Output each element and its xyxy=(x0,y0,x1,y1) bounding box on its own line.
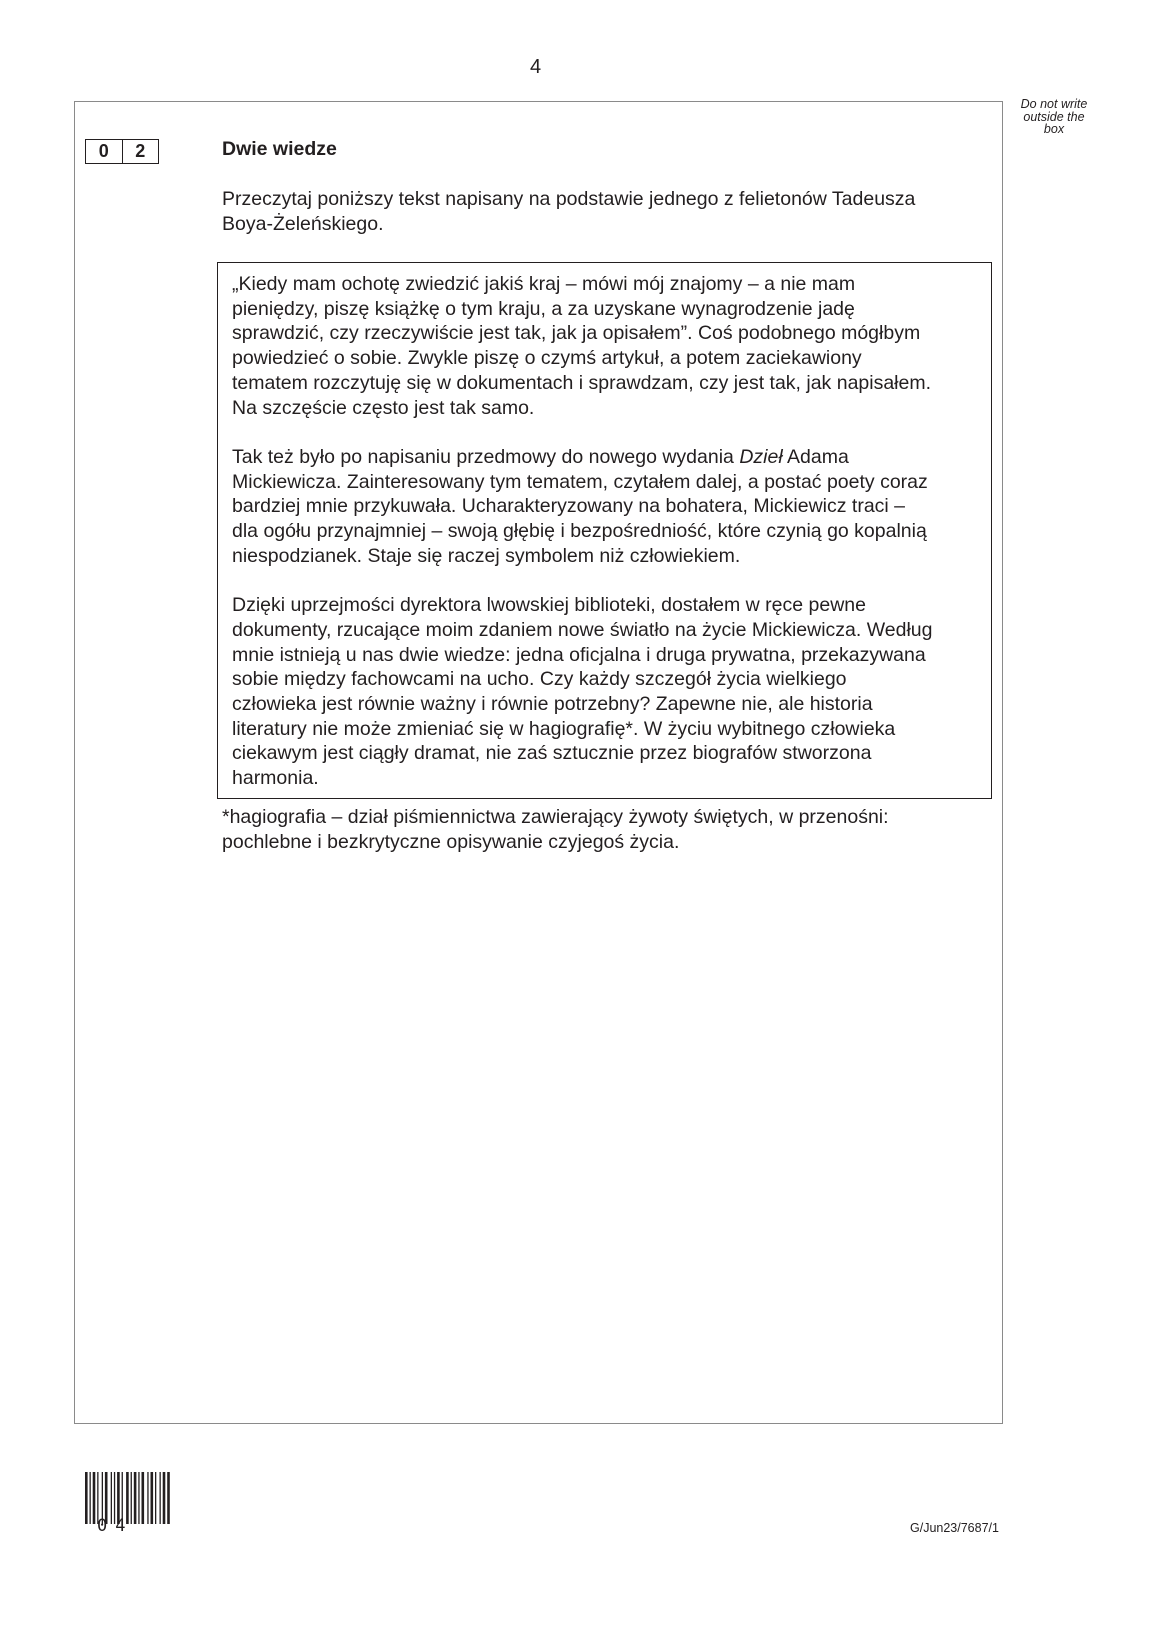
passage-line: powiedzieć o sobie. Zwykle piszę o czymś artykuł, a potem zaciekawiony xyxy=(232,347,862,370)
book-title: Dzieł xyxy=(739,445,783,468)
paragraph-3 xyxy=(232,593,932,791)
text-segment: Adama xyxy=(782,445,849,468)
passage-line: harmonia. xyxy=(232,767,319,790)
passage-line: literatury nie może zmieniać się w hagiografię*. W życiu wybitnego człowieka xyxy=(232,717,896,740)
passage-line: niespodzianek. Staje się raczej symbolem niż człowiekiem. xyxy=(232,544,741,567)
barcode-bar xyxy=(138,1472,139,1524)
intro-text xyxy=(222,187,915,236)
passage-line: Dzięki uprzejmości dyrektora lwowskiej biblioteki, dostałem w ręce pewne xyxy=(232,594,866,617)
barcode-bar xyxy=(147,1472,148,1524)
passage-line: dokumenty, rzucające moim zdaniem nowe światło na życie Mickiewicza. Według xyxy=(232,618,933,641)
question-title: Dwie wiedze xyxy=(222,138,337,160)
barcode-bar xyxy=(151,1472,154,1524)
passage-line: człowieka jest równie ważny i równie potrzebny? Zapewne nie, ale historia xyxy=(232,692,873,715)
paragraph-1 xyxy=(232,272,932,420)
passage-line: sobie między fachowcami na ucho. Czy każdy szczegół życia wielkiego xyxy=(232,668,847,691)
passage-text xyxy=(232,272,932,791)
question-digit: 2 xyxy=(122,140,159,163)
footnote-line: pochlebne i bezkrytyczne opisywanie czyjegoś życia. xyxy=(222,830,680,853)
passage-line: sprawdzić, czy rzeczywiście jest tak, jak ja opisałem”. Coś podobnego mógłbym xyxy=(232,322,921,345)
footnote xyxy=(222,805,889,854)
passage-line: ciekawym jest ciągły dramat, nie zaś sztucznie przez biografów stworzona xyxy=(232,742,872,765)
passage-line: Mickiewicza. Zainteresowany tym tematem, czytałem dalej, a postać poety coraz xyxy=(232,470,928,493)
question-digit: 0 xyxy=(98,141,109,161)
barcode-bar xyxy=(93,1472,96,1524)
barcode-bar xyxy=(167,1472,170,1524)
margin-note-line: box xyxy=(1043,122,1065,136)
passage-line: „Kiedy mam ochotę zwiedzić jakiś kraj – mówi mój znajomy – a nie mam xyxy=(232,273,856,295)
passage-line xyxy=(232,445,932,470)
barcode-bar xyxy=(90,1472,91,1524)
intro-line: Przeczytaj poniższy tekst napisany na podstawie jednego z felietonów Tadeusza xyxy=(222,188,916,210)
paper-code: G/Jun23/7687/1 xyxy=(910,1521,999,1535)
question-number-box xyxy=(85,139,159,164)
margin-note-line: outside the xyxy=(1023,109,1085,124)
passage-line: pieniędzy, piszę książkę o tym kraju, a za uzyskane wynagrodzenie jadę xyxy=(232,297,855,320)
intro-line: Boya-Żeleńskiego. xyxy=(222,212,384,235)
passage-line: bardziej mnie przykuwała. Ucharakteryzowany na bohatera, Mickiewicz traci – xyxy=(232,495,906,518)
page-number: 4 xyxy=(530,56,542,78)
passage-line: dla ogółu przynajmniej – swoją głębię i bezpośredniość, które czynią go kopalnią xyxy=(232,520,927,543)
margin-note-line: Do not write xyxy=(1020,97,1088,111)
passage-line: mnie istnieją u nas dwie wiedze: jedna oficjalna i druga prywatna, przekazywana xyxy=(232,643,926,666)
barcode-bar xyxy=(85,1472,88,1524)
paragraph-2 xyxy=(232,445,932,569)
barcode-bar xyxy=(134,1472,137,1524)
text-segment: Tak też było po napisaniu przedmowy do nowego wydania xyxy=(232,445,740,468)
barcode-bar xyxy=(155,1472,156,1524)
barcode-bar xyxy=(163,1472,166,1524)
barcode-bar xyxy=(142,1472,145,1524)
margin-note xyxy=(1012,98,1096,136)
barcode-bar xyxy=(160,1472,161,1524)
passage-line: tematem rozczytuję się w dokumentach i sprawdzam, czy jest tak, jak napisałem. xyxy=(232,371,932,394)
footnote-line: *hagiografia – dział piśmiennictwa zawierający żywoty świętych, w przenośni: xyxy=(222,806,889,828)
barcode-number: 04 xyxy=(97,1516,134,1536)
passage-line: Na szczęście często jest tak samo. xyxy=(232,396,535,419)
